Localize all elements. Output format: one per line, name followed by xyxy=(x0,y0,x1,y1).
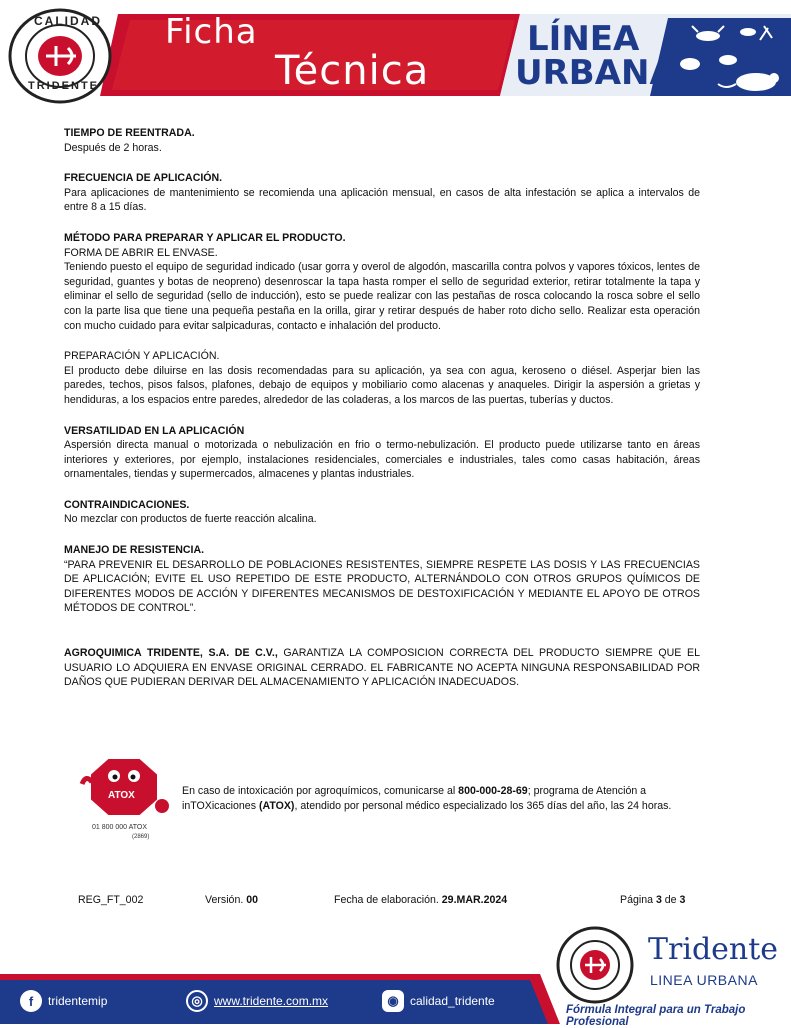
ficha-title: Ficha xyxy=(165,12,258,52)
metodo-heading: MÉTODO PARA PREPARAR Y APLICAR EL PRODUCTO. xyxy=(64,231,346,244)
tridente-seal-icon xyxy=(556,926,634,1004)
versatilidad-heading: VERSATILIDAD EN LA APLICACIÓN xyxy=(64,424,245,437)
page-number: 3 xyxy=(655,894,662,906)
seal-bottom-text: TRIDENTE xyxy=(28,80,99,92)
instagram-icon: ◉ xyxy=(382,990,404,1012)
website-link[interactable] xyxy=(186,990,328,1012)
linea-urbana-title xyxy=(515,19,676,93)
contra-heading: CONTRAINDICACIONES. xyxy=(64,498,190,511)
atox-phone-label: 01 800 000 ATOX xyxy=(92,824,148,831)
versatilidad-text: Aspersión directa manual o motorizada o nebulización en frio o termo-nebulización. El producto puede utilizarse tanto en áreas interiores y exteriores, por ejemplo, instalaciones residenciales, comerciales e industriales, tales como casas habitación, áreas ornamentales, tiendas y supermercados, almacenes y plantas industriales. xyxy=(64,439,700,481)
company-name: AGROQUIMICA TRIDENTE, S.A. DE C.V., xyxy=(64,647,278,660)
preparacion-text: El producto debe diluirse en las dosis recomendadas para su aplicación, ya sea con agua, keroseno o diésel. Asperjar bien las paredes, techos, pisos falsos, plafones, debajo de equipos y mobiliario como alacenas y anaqueles. Dirigir la aspersión a grietas y hendiduras, a los espacios entre paredes, alrededor de las coladeras, a los marcos de las puertas, tuberías y ductos. xyxy=(64,364,700,406)
version-label: Versión. xyxy=(205,894,247,906)
metodo-subheading: FORMA DE ABRIR EL ENVASE. xyxy=(64,246,218,259)
company-disclaimer xyxy=(64,646,700,690)
manejo-heading: MANEJO DE RESISTENCIA. xyxy=(64,544,205,557)
metodo-section xyxy=(64,231,700,333)
facebook-link[interactable] xyxy=(20,990,107,1012)
versatilidad-section xyxy=(64,424,700,482)
manejo-text: “PARA PREVENIR EL DESARROLLO DE POBLACIONES RESISTENTES, SIEMPRE RESPETE LAS DOSIS Y LAS FRECUENCIAS DE APLICACIÓN; EVITE EL USO REPETIDO DE ESTE PRODUCTO, ALTERNÁNDOLO CON OTROS GRUPOS QUÍMICOS DE DIFERENTES MODOS DE ACCIÓN Y DIFERENTES MECANISMOS DE DESTOXIFICACIÓN Y MEDIANTE EL APOYO DE OTROS MÉTODOS DE CONTROL”. xyxy=(64,558,700,615)
version-info xyxy=(205,894,258,906)
atox-badge-text: ATOX xyxy=(108,790,135,801)
tridente-slogan: Fórmula Integral para un Trabajo Profesional xyxy=(566,1004,746,1028)
header xyxy=(0,0,791,108)
urbana-word: URBANA xyxy=(515,53,676,93)
seal-top-text: CALIDAD xyxy=(34,14,102,28)
atox-message xyxy=(182,784,702,814)
reentrada-section xyxy=(64,126,700,155)
manejo-section xyxy=(64,543,700,616)
frecuencia-heading: FRECUENCIA DE APLICACIÓN. xyxy=(64,172,223,185)
preparacion-section xyxy=(64,349,700,407)
tecnica-title: Técnica xyxy=(275,48,430,94)
version-value: 00 xyxy=(246,894,259,906)
fecha-label: Fecha de elaboración. xyxy=(334,894,442,906)
website-url: www.tridente.com.mx xyxy=(214,994,329,1008)
page-total: 3 xyxy=(679,894,686,906)
tridente-brand: Tridente xyxy=(648,932,779,967)
atox-logo xyxy=(78,754,173,846)
atox-phone-sub: (2869) xyxy=(132,834,150,840)
atox-octagon-icon xyxy=(78,754,173,824)
page-label: Página xyxy=(620,894,656,906)
pests-illustration-icon xyxy=(668,18,788,96)
facebook-icon: f xyxy=(20,990,42,1012)
frecuencia-text: Para aplicaciones de mantenimiento se recomienda una aplicación mensual, en casos de alta infestación se aplica a intervalos de entre 8 a 15 días. xyxy=(64,186,700,214)
tridente-subtitle: LINEA URBANA xyxy=(650,972,758,988)
preparacion-heading: PREPARACIÓN Y APLICACIÓN. xyxy=(64,350,220,363)
instagram-link[interactable] xyxy=(382,990,495,1012)
fecha-info xyxy=(334,894,507,906)
atox-text-2: ; programa de Atención a inTOXicaciones xyxy=(182,785,647,812)
reentrada-heading: TIEMPO DE REENTRADA. xyxy=(64,127,195,139)
atox-text-1: En caso de intoxicación por agroquímicos, comunicarse al xyxy=(182,785,459,797)
linea-word: LÍNEA xyxy=(527,19,640,59)
frecuencia-section xyxy=(64,171,700,215)
facebook-handle: tridentemip xyxy=(48,994,108,1008)
reg-code: REG_FT_002 xyxy=(78,894,144,906)
content xyxy=(64,126,700,690)
reentrada-text: Después de 2 horas. xyxy=(64,141,162,154)
fecha-value: 29.MAR.2024 xyxy=(441,894,508,906)
metodo-text: Teniendo puesto el equipo de seguridad indicado (usar gorra y overol de algodón, mascarilla contra polvos y vapores tóxicos, lentes de seguridad, guantes y botas de neopreno) desenroscar la tapa hasta romper el sello de seguridad exterior, retirar totalmente la tapa y eliminar el sello de seguridad (sello de inducción), esto se puede realizar con las pestañas de rosca colocando la rosca sobre el sello con la parte lisa que tiene una pequeña pestaña en la orilla, girar y retirar después de haber roto dicho sello. Realizar esta operación con mucho cuidado para evitar salpicaduras, contacto e inhalación del producto. xyxy=(64,261,700,332)
atox-phone: 800-000-28-69 xyxy=(458,785,528,797)
page-info xyxy=(620,894,685,906)
contra-text: No mezclar con productos de fuerte reacción alcalina. xyxy=(64,513,317,526)
contra-section xyxy=(64,498,700,527)
globe-icon: ◎ xyxy=(186,990,208,1012)
atox-text-3: , atendido por personal médico especializado los 365 días del año, las 24 horas. xyxy=(294,800,672,812)
instagram-handle: calidad_tridente xyxy=(410,994,495,1008)
company-text: GARANTIZA LA COMPOSICION CORRECTA DEL PRODUCTO SIEMPRE QUE EL USUARIO LO ADQUIERA EN ENVASE ORIGINAL CERRADO. EL FABRICANTE NO ACEPTA NINGUNA RESPONSABILIDAD POR DAÑOS QUE PUDIERAN DERIVAR DEL ALMACENAMIENTO Y APLICACIÓN INADECUADOS. xyxy=(64,647,700,689)
page-of: de xyxy=(661,894,680,906)
atox-acronym: (ATOX) xyxy=(258,800,295,812)
